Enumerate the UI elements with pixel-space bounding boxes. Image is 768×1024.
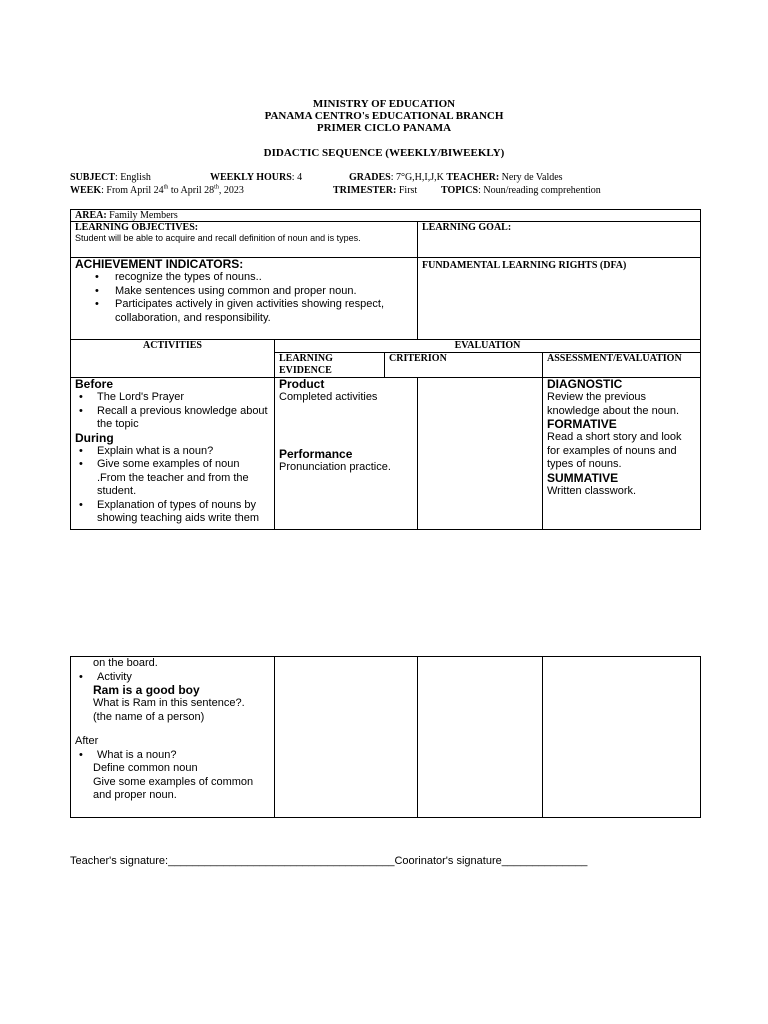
- coordinator-signature: Coorinator's signature______________: [394, 855, 588, 867]
- activity-item: • Recall a previous knowledge about the topic: [75, 405, 270, 432]
- week-info: WEEK: From April 24th to April 28th, 2023: [70, 184, 244, 196]
- activity-item: • Explain what is a noun?: [75, 445, 270, 459]
- evaluation-header: EVALUATION: [275, 340, 701, 353]
- sequence-title: DIDACTIC SEQUENCE (WEEKLY/BIWEEKLY): [263, 147, 505, 159]
- trimester-info: TRIMESTER: First: [333, 185, 418, 196]
- assessment-cell: DIAGNOSTIC Review the previous knowledge about the noun. FORMATIVE Read a short story and look for examples of nouns and types of nouns. SUMMATIVE Written classwork.: [543, 378, 701, 530]
- evidence-cell: Product Completed activities Performance Pronunciation practice.: [275, 378, 418, 530]
- plan-table: [70, 209, 701, 530]
- grades-teacher-info: GRADES: 7°G,H,I,J,K TEACHER: Nery de Valdes: [349, 172, 563, 183]
- dfa-cell: FUNDAMENTAL LEARNING RIGHTS (DFA): [418, 258, 701, 340]
- activity-item: • Activity: [75, 671, 270, 685]
- branch-title: PANAMA CENTRO's EDUCATIONAL BRANCH: [264, 110, 504, 122]
- activities-header: ACTIVITIES: [71, 340, 275, 378]
- activity-item: • Give some examples of noun .From the teacher and from the student.: [75, 458, 270, 499]
- indicator-item: • Make sentences using common and proper noun.: [75, 285, 413, 299]
- activity-item: • What is a noun?: [75, 749, 270, 763]
- ministry-title: MINISTRY OF EDUCATION: [312, 98, 456, 110]
- assessment-header: ASSESSMENT/EVALUATION: [543, 353, 701, 378]
- criterion-header: CRITERION: [385, 353, 543, 378]
- example-sentence: Ram is a good boy: [93, 683, 200, 697]
- continuation-table: [70, 656, 701, 818]
- activities-cell: Before • The Lord's Prayer • Recall a previous knowledge about the topic During • Explain what is a noun? • Give some examples of noun .From the teacher and from the student. • Explanation of types of nouns by showing teaching aids write them: [71, 378, 275, 530]
- indicator-item: • Participates actively in given activities showing respect, collaboration, and responsibility.: [75, 298, 413, 325]
- continued-criterion-cell: [418, 657, 543, 818]
- subject-info: SUBJECT: English: [70, 172, 151, 183]
- evidence-header: LEARNING EVIDENCE: [275, 353, 385, 378]
- hours-info: WEEKLY HOURS: 4: [210, 172, 303, 183]
- indicators-cell: ACHIEVEMENT INDICATORS: • recognize the types of nouns.. • Make sentences using common and proper noun. • Participates actively in given activities showing respect, collaboration, and responsibility.: [71, 258, 418, 340]
- continued-assessment-cell: [543, 657, 701, 818]
- topics-info: TOPICS: Noun/reading comprehention: [441, 185, 601, 196]
- activity-item: • The Lord's Prayer: [75, 391, 270, 405]
- criterion-cell: [418, 378, 543, 530]
- signature-line: [70, 855, 587, 867]
- cycle-title: PRIMER CICLO PANAMA: [316, 122, 452, 134]
- teacher-signature: Teacher's signature:_____________________________________: [70, 855, 395, 867]
- activity-item: • Explanation of types of nouns by showing teaching aids write them: [75, 499, 270, 526]
- goal-cell: LEARNING GOAL:: [418, 222, 701, 258]
- area-row: AREA: Family Members: [71, 210, 701, 222]
- continued-evidence-cell: [275, 657, 418, 818]
- continued-activities-cell: on the board. • Activity Ram is a good boy What is Ram in this sentence?. (the name of a person) After • What is a noun? Define common noun Give some examples of common and proper noun.: [71, 657, 275, 818]
- indicator-item: • recognize the types of nouns..: [75, 271, 413, 285]
- objectives-cell: LEARNING OBJECTIVES: Student will be able to acquire and recall definition of noun and is types.: [71, 222, 418, 258]
